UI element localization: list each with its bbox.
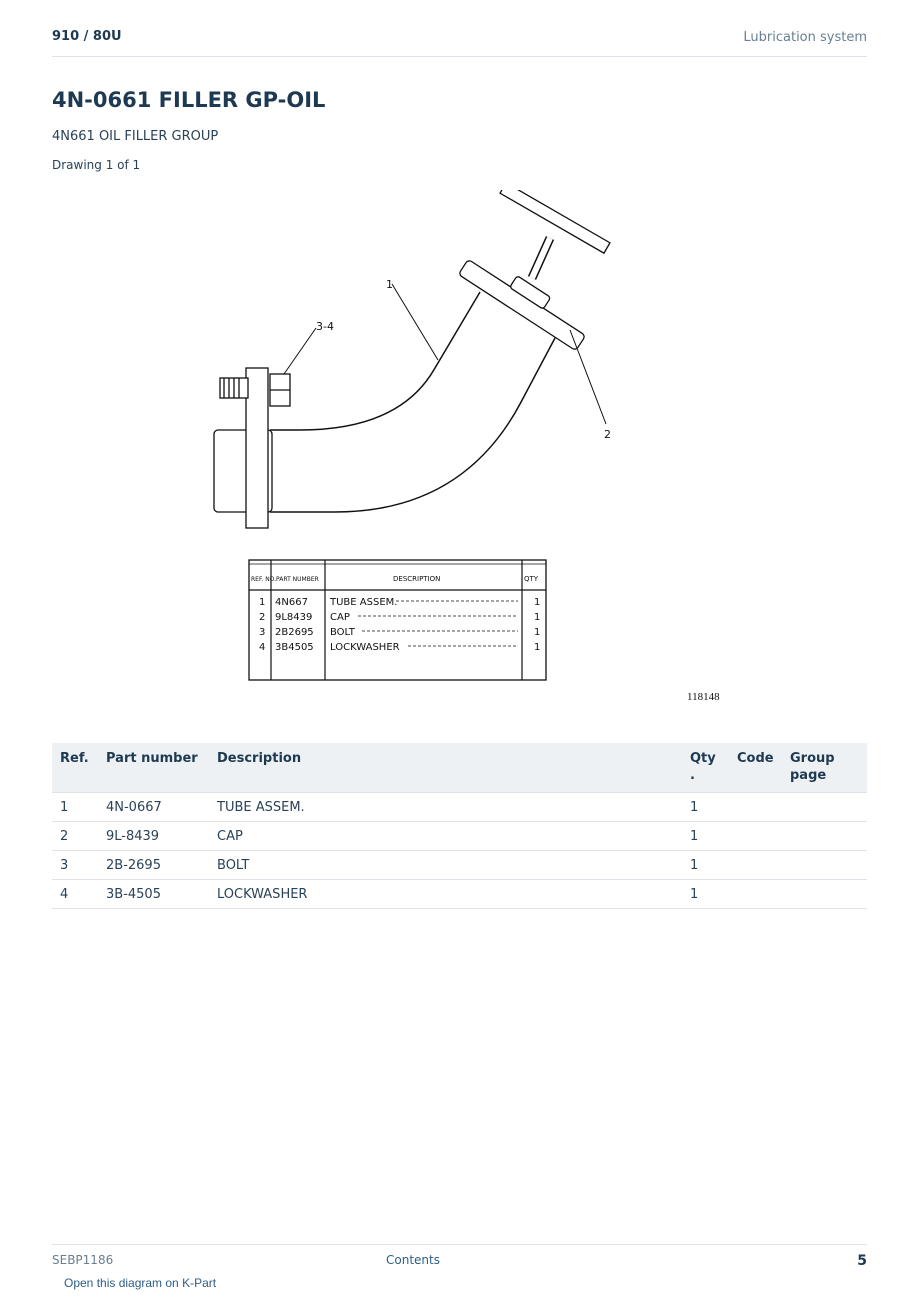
legend-qty: 1 bbox=[534, 627, 541, 638]
legend-header-ref: REF. NO. bbox=[251, 576, 277, 583]
diagram-drawing bbox=[190, 190, 750, 710]
model-label: 910 / 80U bbox=[52, 29, 122, 44]
page-header bbox=[52, 28, 867, 57]
column-header-ref: Ref. bbox=[52, 743, 98, 793]
drawing-label: Drawing 1 of 1 bbox=[52, 158, 141, 172]
column-header-part-number: Part number bbox=[98, 743, 209, 793]
page-footer bbox=[52, 1244, 867, 1275]
legend-part: 3B4505 bbox=[275, 642, 314, 653]
legend-part: 4N667 bbox=[275, 597, 308, 608]
legend-qty: 1 bbox=[534, 597, 541, 608]
legend-desc: BOLT bbox=[330, 627, 355, 638]
open-kpart-link[interactable]: Open this diagram on K-Part bbox=[64, 1276, 217, 1290]
page-title: 4N-0661 FILLER GP-OIL bbox=[52, 88, 326, 112]
code-cell bbox=[729, 822, 782, 851]
qty-cell: 1 bbox=[682, 880, 729, 909]
legend-header-desc: DESCRIPTION bbox=[393, 575, 441, 583]
group-page-cell bbox=[782, 793, 867, 822]
table-row bbox=[52, 822, 867, 851]
legend-header-qty: QTY bbox=[524, 575, 539, 583]
code-cell bbox=[729, 851, 782, 880]
parts-diagram bbox=[190, 190, 750, 710]
legend-part: 2B2695 bbox=[275, 627, 314, 638]
code-cell bbox=[729, 793, 782, 822]
column-header-code: Code bbox=[729, 743, 782, 793]
ref-cell: 4 bbox=[52, 880, 98, 909]
group-page-cell bbox=[782, 880, 867, 909]
table-row bbox=[52, 793, 867, 822]
callout-1: 1 bbox=[386, 278, 393, 291]
ref-cell: 1 bbox=[52, 793, 98, 822]
table-row bbox=[52, 851, 867, 880]
column-header-group-page: Group page bbox=[782, 743, 867, 793]
diagram-legend bbox=[249, 560, 546, 680]
group-subtitle: 4N661 OIL FILLER GROUP bbox=[52, 129, 219, 144]
column-header-qty: Qty . bbox=[682, 743, 729, 793]
legend-ref: 4 bbox=[259, 642, 266, 653]
legend-qty: 1 bbox=[534, 642, 541, 653]
ref-cell: 2 bbox=[52, 822, 98, 851]
legend-desc: LOCKWASHER bbox=[330, 642, 400, 653]
contents-link[interactable]: Contents bbox=[386, 1253, 440, 1267]
ref-cell: 3 bbox=[52, 851, 98, 880]
legend-qty: 1 bbox=[534, 612, 541, 623]
description-cell: CAP bbox=[209, 822, 682, 851]
illustration-number: 118148 bbox=[687, 691, 720, 703]
part-number-cell: 9L-8439 bbox=[98, 822, 209, 851]
callout-2: 2 bbox=[604, 428, 611, 441]
section-label: Lubrication system bbox=[743, 30, 867, 45]
code-cell bbox=[729, 880, 782, 909]
table-header-row bbox=[52, 743, 867, 793]
qty-cell: 1 bbox=[682, 851, 729, 880]
table-row bbox=[52, 880, 867, 909]
group-page-cell bbox=[782, 822, 867, 851]
description-cell: TUBE ASSEM. bbox=[209, 793, 682, 822]
legend-header-part: PART NUMBER bbox=[276, 576, 319, 583]
qty-cell: 1 bbox=[682, 822, 729, 851]
document-code: SEBP1186 bbox=[52, 1253, 114, 1267]
legend-part: 9L8439 bbox=[275, 612, 313, 623]
part-number-cell: 4N-0667 bbox=[98, 793, 209, 822]
legend-ref: 2 bbox=[259, 612, 266, 623]
description-cell: BOLT bbox=[209, 851, 682, 880]
legend-desc: TUBE ASSEM. bbox=[330, 597, 398, 608]
parts-table bbox=[52, 743, 867, 909]
t-handle bbox=[500, 190, 610, 253]
column-header-description: Description bbox=[209, 743, 682, 793]
part-number-cell: 3B-4505 bbox=[98, 880, 209, 909]
description-cell: LOCKWASHER bbox=[209, 880, 682, 909]
callout-3-4: 3-4 bbox=[316, 320, 334, 333]
legend-ref: 1 bbox=[259, 597, 266, 608]
group-page-cell bbox=[782, 851, 867, 880]
legend-ref: 3 bbox=[259, 627, 266, 638]
page-number: 5 bbox=[857, 1253, 867, 1269]
part-number-cell: 2B-2695 bbox=[98, 851, 209, 880]
legend-desc: CAP bbox=[330, 612, 350, 623]
qty-cell: 1 bbox=[682, 793, 729, 822]
tube-body bbox=[270, 292, 555, 512]
